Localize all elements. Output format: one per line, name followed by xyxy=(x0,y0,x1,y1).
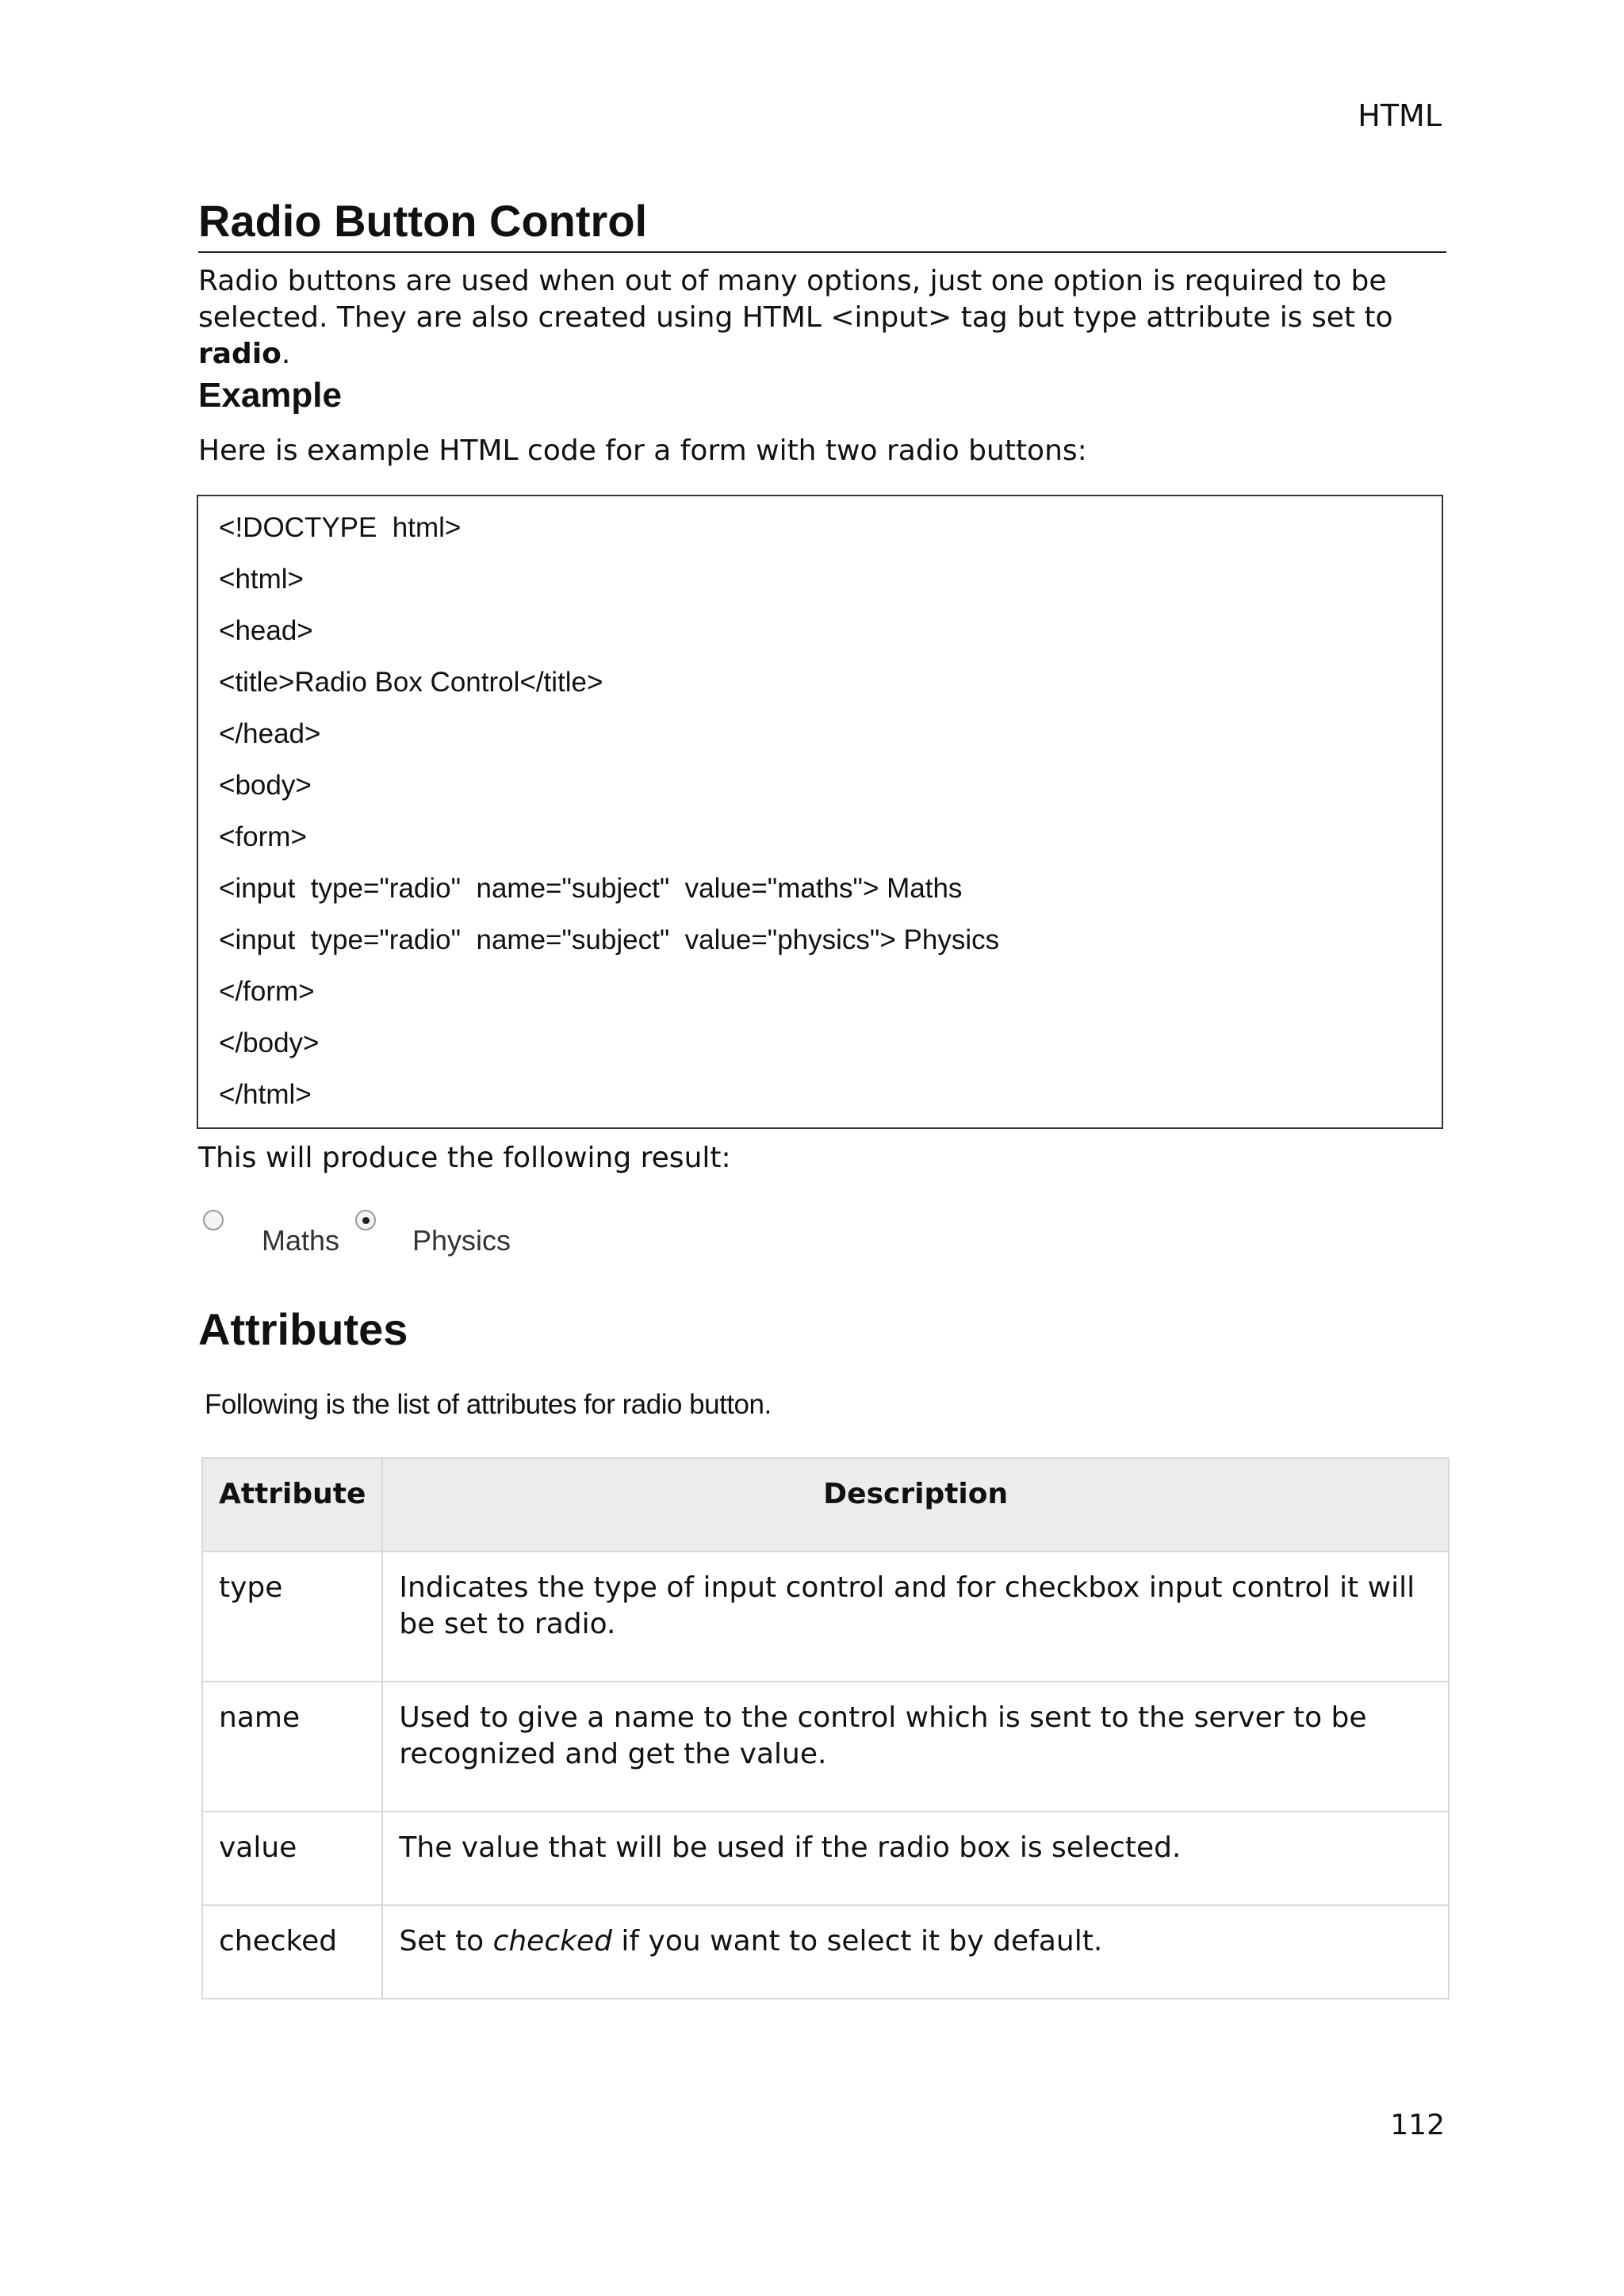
result-label: This will produce the following result: xyxy=(198,1142,731,1174)
code-line: </body> xyxy=(219,1027,320,1058)
attribute-description: Used to give a name to the control which is sent to the server to be recognized and get the value. xyxy=(382,1682,1449,1812)
attribute-name: checked xyxy=(202,1905,382,1999)
attributes-title: Attributes xyxy=(198,1304,408,1354)
intro-end: . xyxy=(281,338,291,370)
intro-paragraph xyxy=(198,263,1446,373)
table-row xyxy=(202,1682,1449,1812)
table-header-row xyxy=(202,1458,1449,1552)
radio-maths[interactable] xyxy=(203,1210,224,1230)
description-pre: Set to xyxy=(399,1925,493,1957)
radio-demo xyxy=(198,1208,753,1256)
attribute-description: Indicates the type of input control and for checkbox input control it will be set to radio. xyxy=(382,1552,1449,1682)
table-row xyxy=(202,1552,1449,1682)
column-header-description: Description xyxy=(382,1458,1449,1552)
code-line: </html> xyxy=(219,1079,312,1110)
code-block xyxy=(197,495,1443,1129)
section-title: Radio Button Control xyxy=(198,195,1446,253)
attribute-name: type xyxy=(202,1552,382,1682)
code-line: <input type="radio" name="subject" value="maths"> Maths xyxy=(219,873,963,904)
running-header: HTML xyxy=(1358,98,1442,133)
intro-bold: radio xyxy=(198,338,282,370)
code-line: <form> xyxy=(219,821,307,852)
example-intro: Here is example HTML code for a form with two radio buttons: xyxy=(198,434,1087,467)
code-line: <head> xyxy=(219,615,313,646)
code-line: </head> xyxy=(219,718,321,749)
attributes-intro: Following is the list of attributes for radio button. xyxy=(205,1389,772,1420)
column-header-attribute: Attribute xyxy=(202,1458,382,1552)
page-number: 112 xyxy=(1390,2109,1445,2141)
code-line: <title>Radio Box Control</title> xyxy=(219,667,603,698)
attribute-description: The value that will be used if the radio box is selected. xyxy=(382,1812,1449,1905)
code-line: <body> xyxy=(219,770,312,801)
table-row xyxy=(202,1812,1449,1905)
radio-label-physics: Physics xyxy=(412,1224,511,1257)
intro-text: Radio buttons are used when out of many options, just one option is required to be selected. They are also created using HTML <input> tag but type attribute is set to xyxy=(198,265,1393,334)
attribute-name: value xyxy=(202,1812,382,1905)
code-line: <html> xyxy=(219,564,304,595)
attributes-table xyxy=(201,1457,1450,1999)
description-post: if you want to select it by default. xyxy=(611,1925,1103,1957)
code-line: <input type="radio" name="subject" value="physics"> Physics xyxy=(219,924,1000,955)
attribute-description xyxy=(382,1905,1449,1999)
table-row xyxy=(202,1905,1449,1999)
example-heading: Example xyxy=(198,376,342,415)
radio-label-maths: Maths xyxy=(262,1224,340,1257)
attribute-name: name xyxy=(202,1682,382,1812)
code-line: </form> xyxy=(219,976,315,1007)
code-line: <!DOCTYPE html> xyxy=(219,512,462,543)
description-emphasis: checked xyxy=(492,1925,612,1957)
radio-physics[interactable] xyxy=(355,1210,376,1230)
